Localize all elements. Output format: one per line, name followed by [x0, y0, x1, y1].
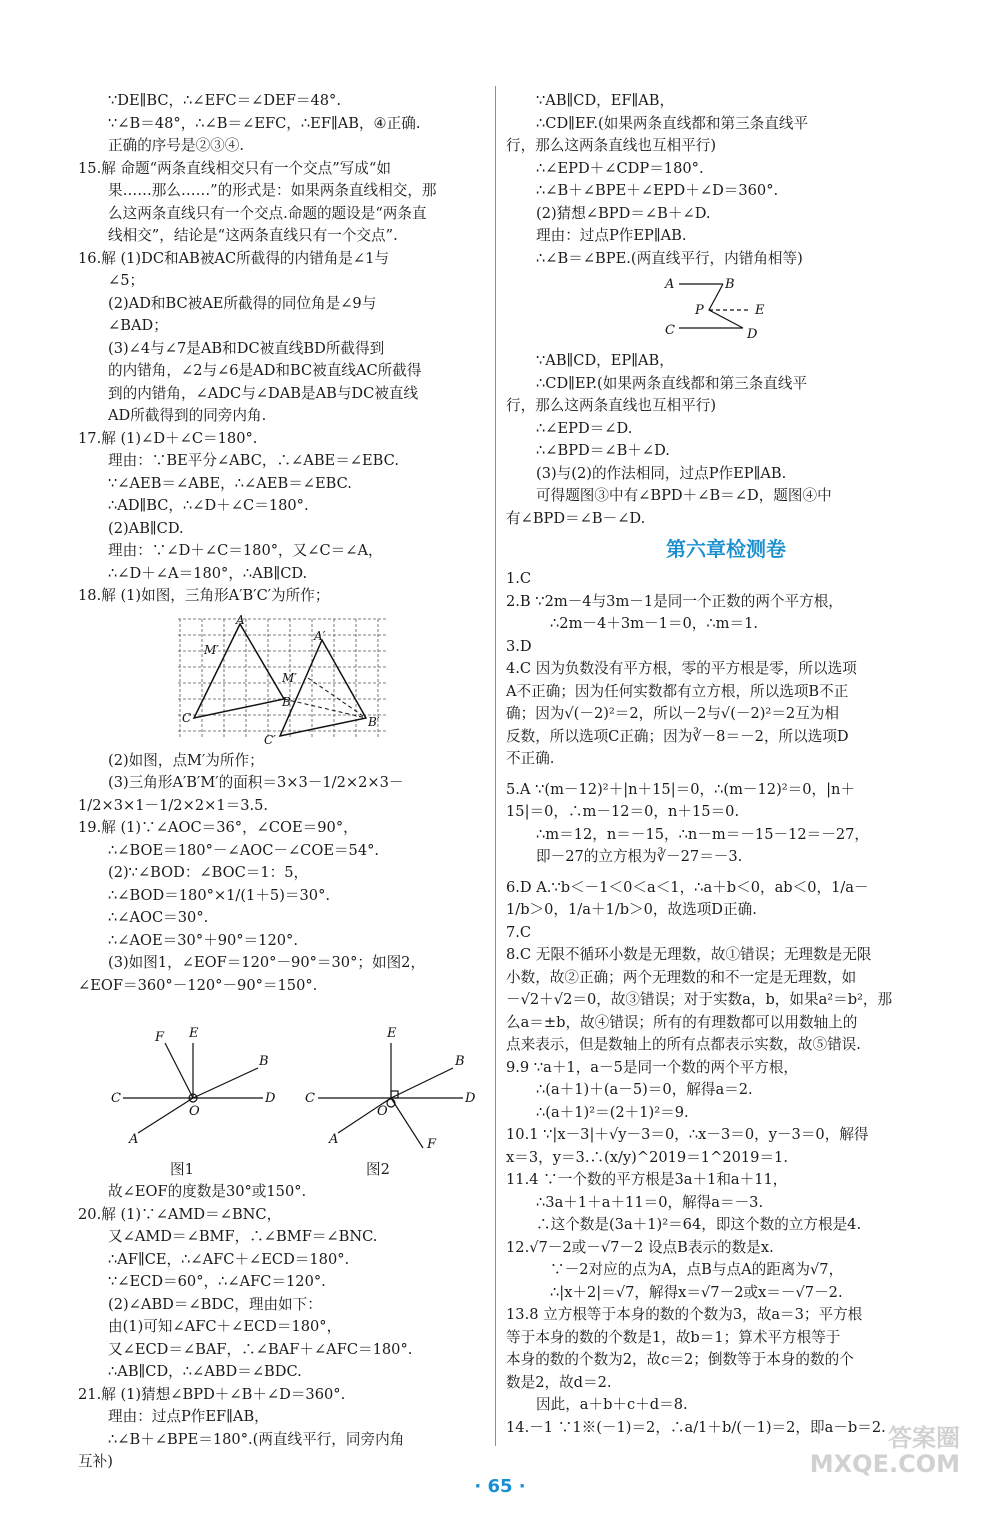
text-line: ∴∠BOD＝180°×1/(1＋5)＝30°. [108, 886, 330, 904]
grid-figure [178, 612, 388, 747]
fig-label: C [665, 323, 675, 338]
text-line: 18.解 (1)如图，三角形A′B′C′为所作； [78, 587, 330, 604]
text-line: 等于本身的数的个数是1，故b＝1；算术平方根等于 [506, 1328, 841, 1346]
text-line: 1/2×3×1－1/2×2×1＝3.5. [78, 796, 269, 814]
text-line: 9.9 ∵a＋1，a－5是同一个数的两个平方根， [506, 1058, 799, 1076]
fig-label: A [236, 612, 245, 627]
fig-label: E [387, 1026, 397, 1041]
text-line: 1/b＞0，1/a＋1/b＞0，故选项D正确. [506, 901, 757, 918]
text-line: 到的内错角，∠ADC与∠DAB是AB与DC被直线 [108, 384, 419, 402]
text-line: ∴3a＋1＋a＋11＝0，解得a＝－3. [536, 1193, 764, 1211]
text-line: (3)三角形A′B′M′的面积＝3×3－1/2×2×3－ [108, 774, 404, 791]
figure-captions [78, 1159, 488, 1181]
fig-label: A [665, 277, 675, 292]
text-line: 么a＝±b，故④错误；所有的有理数都可以用数轴上的 [506, 1013, 858, 1031]
text-line: ∠BAD； [108, 317, 168, 334]
fig-label: A′ [314, 628, 326, 643]
text-line: ∴∠D＋∠A＝180°，∴AB∥CD. [108, 564, 308, 582]
fig-label: A [129, 1132, 139, 1147]
text-line: ∴∠B＝∠BPE.(两直线平行，内错角相等) [536, 249, 803, 267]
fig-label: C′ [264, 732, 276, 747]
text-line: 10.1 ∵|x－3|＋√y－3＝0，∴x－3＝0，y－3＝0，解得 [506, 1126, 869, 1143]
text-line: AD所截得到的同旁内角. [108, 407, 267, 424]
text-line: 果……那么……”的形式是：如果两条直线相交，那 [108, 182, 437, 199]
text-line: 19.解 (1)∵∠AOC＝36°，∠COE＝90°， [78, 819, 358, 836]
text-line: ∴CD∥EF.(如果两条直线都和第三条直线平 [536, 114, 809, 132]
text-line: 3.D [506, 637, 532, 655]
fig-label: B [282, 694, 291, 709]
text-line: ∴∠AOE＝30°＋90°＝120°. [108, 931, 298, 949]
text-line: 有∠BPD＝∠B－∠D. [506, 509, 646, 527]
text-line: 16.解 (1)DC和AB被AC所截得的内错角是∠1与 [78, 249, 389, 267]
text-line: (3)∠4与∠7是AB和DC被直线BD所截得到 [108, 339, 385, 357]
text-line: ∴CD∥EP.(如果两条直线都和第三条直线平 [536, 374, 808, 392]
text-line: 互补) [78, 1453, 113, 1470]
fig-label: B [725, 277, 735, 292]
fig-label: B′ [368, 714, 380, 729]
text-line: 理由：∵BE平分∠ABC，∴∠ABE＝∠EBC. [108, 452, 399, 469]
text-line: ∴∠EPD＋∠CDP＝180°. [536, 159, 704, 177]
text-line: A不正确；因为任何实数都有立方根，所以选项B不正 [506, 682, 849, 700]
caption-fig1: 图1 [170, 1161, 194, 1178]
text-line: 5.A ∵(m－12)²＋|n＋15|＝0，∴(m－12)²＝0，|n＋ [506, 780, 855, 798]
text-line: ∴∠AOC＝30°. [108, 909, 209, 926]
triangle-abc [194, 624, 284, 718]
text-line: ∵∠AEB＝∠ABE，∴∠AEB＝∠EBC. [108, 474, 352, 492]
text-line: ∠EOF＝360°－120°－90°＝150°. [78, 976, 318, 994]
text-line: (2)如图，点M′为所作； [108, 751, 264, 769]
text-line: ∴2m－4＋3m－1＝0，∴m＝1. [550, 615, 758, 632]
text-line: (2)AB∥CD. [108, 519, 184, 537]
text-line: 反数，所以选项C正确；因为∛－8＝－2，所以选项D [506, 727, 849, 745]
text-line: 15.解 命题“两条直线相交只有一个交点”写成“如 [78, 159, 391, 177]
text-line: x＝3，y＝3.∴(x/y)^2019＝1^2019＝1. [506, 1148, 788, 1166]
text-line: 11.4 ∵一个数的平方根是3a＋1和a＋11， [506, 1171, 788, 1188]
text-line: ∴AF∥CE，∴∠AFC＋∠ECD＝180°. [108, 1250, 350, 1268]
text-line: 又∠AMD＝∠BMF，∴∠BMF＝∠BNC. [108, 1228, 378, 1245]
text-line: ∵∠ECD＝60°，∴∠AFC＝120°. [108, 1273, 326, 1290]
fig-label: C [111, 1091, 121, 1106]
text-line: 6.D A.∵b＜－1＜0＜a＜1，∴a＋b＜0，ab＜0，1/a－ [506, 878, 869, 896]
fig-label: D [747, 327, 758, 342]
text-line: ∵－2对应的点为A，点B与点A的距离为√7， [550, 1261, 844, 1278]
right-column [506, 90, 946, 1439]
text-line: 7.C [506, 923, 532, 941]
text-line: ∴∠EPD＝∠D. [536, 419, 633, 437]
text-line: (2)∠ABD＝∠BDC，理由如下： [108, 1295, 322, 1313]
fig-label: F [155, 1030, 165, 1045]
text-line: －√2＋√2＝0，故③错误；对于实数a，b，如果a²＝b²，那 [506, 991, 893, 1008]
text-line: ∴(a＋1)＋(a－5)＝0，解得a＝2. [536, 1081, 753, 1098]
text-line: ∴|x＋2|＝√7，解得x＝√7－2或x＝－√7－2. [550, 1283, 843, 1301]
text-line: 正确的序号是②③④. [108, 137, 244, 154]
text-line: (2)猜想∠BPD＝∠B＋∠D. [536, 204, 711, 222]
text-line: 8.C 无限不循环小数是无理数，故①错误；无理数是无限 [506, 946, 872, 963]
text-line: 1.C [506, 570, 532, 587]
page-number: · 65 · [474, 1476, 526, 1497]
text-line: 即－27的立方根为∛－27＝－3. [536, 848, 743, 865]
text-line: ∴这个数是(3a＋1)²＝64，即这个数的立方根是4. [536, 1216, 862, 1233]
text-line: ∵DE∥BC，∴∠EFC＝∠DEF＝48°. [108, 92, 341, 109]
text-line: ∴AD∥BC，∴∠D＋∠C＝180°. [108, 497, 309, 514]
text-line: (2)∵∠BOD：∠BOC＝1：5， [108, 864, 309, 881]
text-line: 的内错角，∠2与∠6是AD和BC被直线AC所截得 [108, 362, 422, 379]
text-line: 本身的数的个数为2，故c＝2；倒数等于本身的数的个 [506, 1351, 854, 1368]
fig-label: O [377, 1104, 388, 1119]
caption-fig2: 图2 [366, 1161, 390, 1178]
text-line: 点来表示，但是数轴上的所有点都表示实数，故⑤错误. [506, 1036, 861, 1053]
text-line: 15|＝0，∴m－12＝0，n＋15＝0. [506, 803, 740, 820]
left-column [78, 90, 488, 1474]
fig-label: C [305, 1091, 315, 1106]
fig-label: D [265, 1091, 276, 1106]
angle-figures [93, 1003, 476, 1153]
text-line: (3)与(2)的作法相同，过点P作EP∥AB. [536, 464, 787, 482]
text-line: 数是2，故d＝2. [506, 1373, 612, 1391]
text-line: ∴AB∥CD，∴∠ABD＝∠BDC. [108, 1363, 302, 1380]
text-line: 理由：过点P作EF∥AB， [108, 1408, 269, 1425]
triangle-a1b1c1 [280, 640, 366, 736]
text-line: 2.B ∵2m－4与3m－1是同一个正数的两个平方根， [506, 592, 843, 610]
fig-label: A [329, 1132, 339, 1147]
text-line: ∠5； [108, 272, 145, 289]
text-line: 理由：∵∠D＋∠C＝180°，又∠C＝∠A， [108, 542, 383, 559]
text-line: 么这两条直线只有一个交点.命题的题设是“两条直 [108, 204, 427, 222]
text-line: 17.解 (1)∠D＋∠C＝180°. [78, 429, 258, 447]
text-line: 不正确. [506, 750, 555, 767]
text-line: ∴(a＋1)²＝(2＋1)²＝9. [536, 1103, 689, 1121]
text-line: 20.解 (1)∵∠AMD＝∠BNC， [78, 1205, 282, 1223]
text-line: 理由：过点P作EP∥AB. [536, 227, 687, 244]
text-line: ∵∠B＝48°，∴∠B＝∠EFC，∴EF∥AB，④正确. [108, 114, 421, 132]
parallel-figure [661, 276, 791, 344]
text-line: ∴∠BOE＝180°－∠AOC－∠COE＝54°. [108, 841, 380, 859]
text-line: 因此，a＋b＋c＋d＝8. [536, 1396, 688, 1413]
fig-label: P [695, 303, 704, 318]
text-line: 行，那么这两条直线也互相平行) [506, 397, 717, 414]
text-line: (3)如图1，∠EOF＝120°－90°＝30°；如图2， [108, 954, 426, 971]
dashed-segment [308, 678, 366, 718]
text-line: 由(1)可知∠AFC＋∠ECD＝180°， [108, 1318, 342, 1335]
text-line: 故∠EOF的度数是30°或150°. [108, 1183, 307, 1200]
text-line: 线相交”，结论是“这两条直线只有一个交点”. [108, 227, 398, 244]
fig-label: O [189, 1104, 200, 1119]
text-line: 14.－1 ∵1※(－1)＝2，∴a/1＋b/(－1)＝2，即a－b＝2. [506, 1418, 886, 1436]
text-line: (2)AD和BC被AE所截得的同位角是∠9与 [108, 294, 377, 312]
fig-label: C [182, 710, 192, 725]
text-line: 确；因为√(－2)²＝2，所以－2与√(－2)²＝2互为相 [506, 705, 839, 722]
text-line: 又∠ECD＝∠BAF，∴∠BAF＋∠AFC＝180°. [108, 1340, 413, 1358]
fig-label: M′ [282, 670, 298, 685]
text-line: ∴∠BPD＝∠B＋∠D. [536, 442, 670, 459]
fig-label: E [755, 303, 765, 318]
text-line: 小数，故②正确；两个无理数的和不一定是无理数，如 [506, 968, 857, 986]
text-line: 可得题图③中有∠BPD＋∠B＝∠D，题图④中 [536, 487, 832, 504]
fig-label: B [455, 1054, 465, 1069]
text-line: 21.解 (1)猜想∠BPD＋∠B＋∠D＝360°. [78, 1385, 346, 1403]
text-line: 行，那么这两条直线也互相平行) [506, 137, 717, 154]
section-title: 第六章检测卷 [666, 537, 786, 561]
fig-label: F [427, 1137, 437, 1152]
column-divider [495, 86, 496, 1446]
text-line: ∴m＝12，n＝－15，∴n－m＝－15－12＝－27， [536, 825, 870, 843]
text-line: 12.√7－2或－√7－2 设点B表示的数是x. [506, 1238, 774, 1256]
text-line: ∴∠B＋∠BPE＋∠EPD＋∠D＝360°. [536, 182, 779, 199]
text-line: 13.8 立方根等于本身的数的个数为3，故a＝3；平方根 [506, 1306, 863, 1323]
watermark: 答案圈 MXQE.COM [809, 1424, 960, 1478]
fig-label: M′ [204, 642, 220, 657]
fig-label: B [259, 1054, 269, 1069]
text-line: ∵AB∥CD，EF∥AB， [536, 92, 675, 109]
fig-label: E [189, 1026, 199, 1041]
text-line: ∵AB∥CD，EP∥AB， [536, 352, 674, 369]
text-line: 4.C 因为负数没有平方根，零的平方根是零，所以选项 [506, 660, 857, 677]
text-line: ∴∠B＋∠BPE＝180°.(两直线平行，同旁内角 [108, 1430, 405, 1448]
fig-label: D [465, 1091, 476, 1106]
